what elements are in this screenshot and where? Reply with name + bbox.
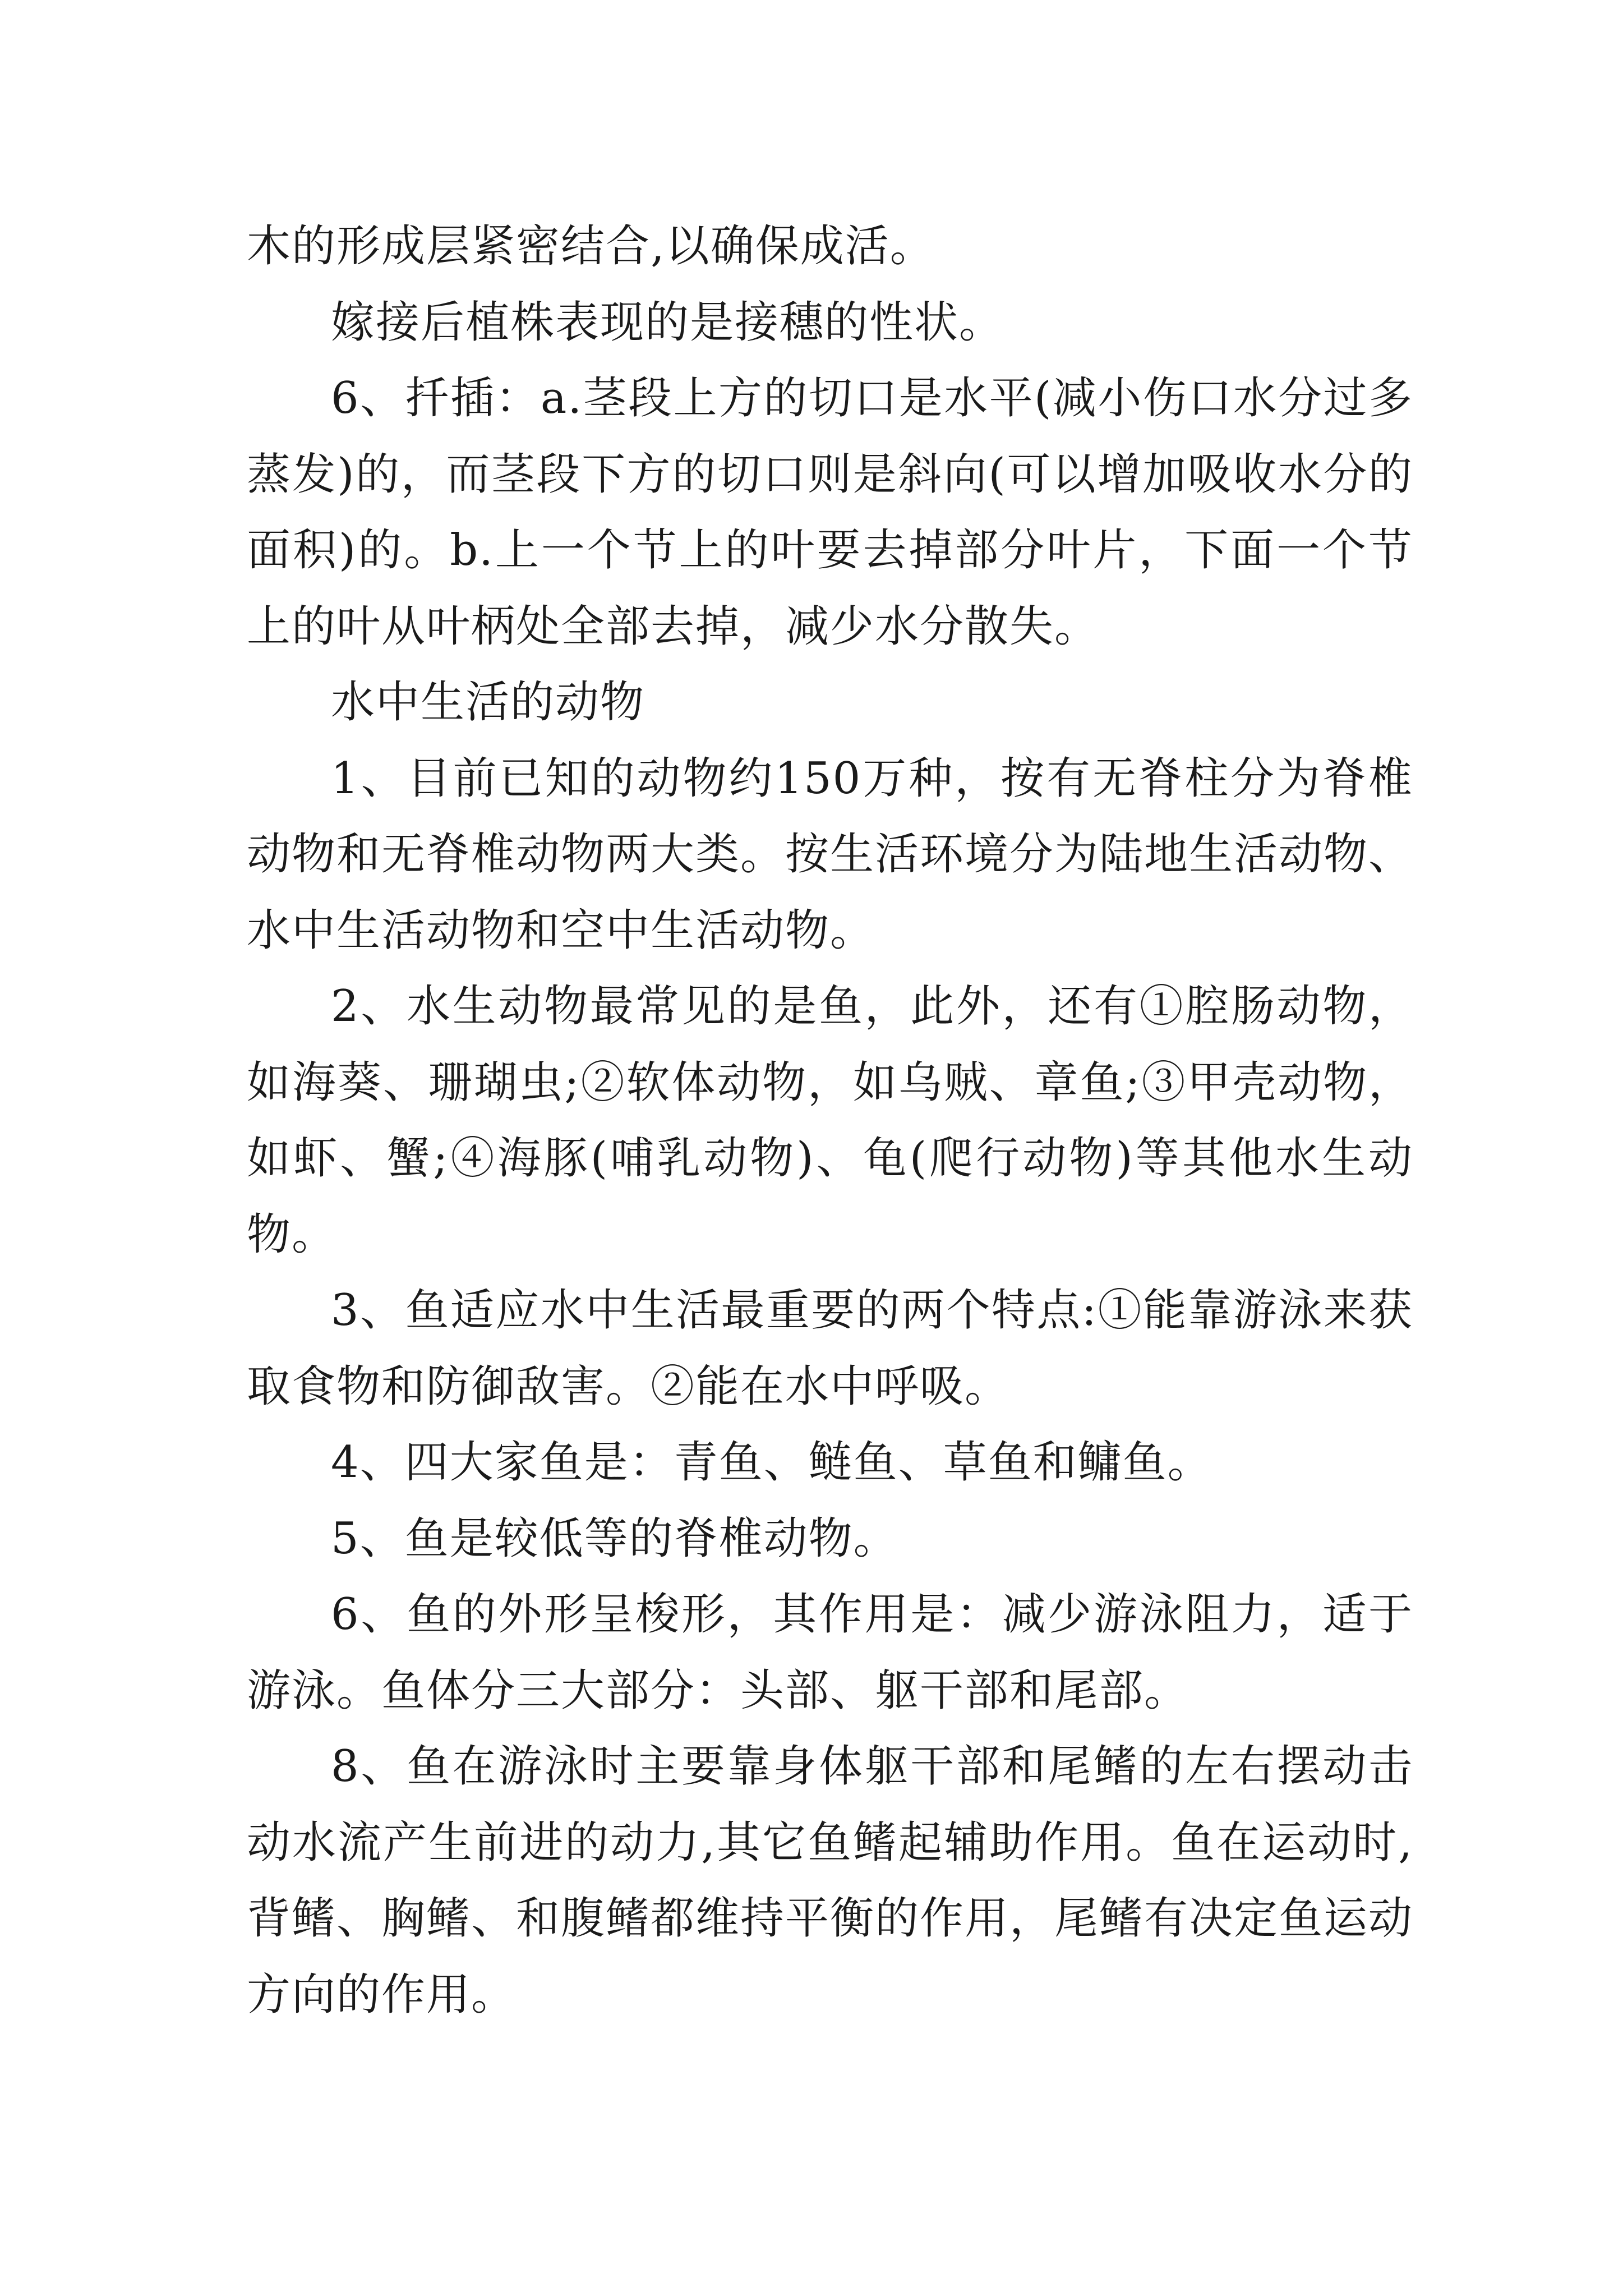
paragraph-item-3: 3、鱼适应水中生活最重要的两个特点:①能靠游泳来获取食物和防御敌害。②能在水中呼吸。	[247, 1285, 1413, 1412]
paragraph-item-8: 8、鱼在游泳时主要靠身体躯干部和尾鳍的左右摆动击动水流产生前进的动力,其它鱼鳍起辅助作用。鱼在运动时,背鳍、胸鳍、和腹鳍都维持平衡的作用，尾鳍有决定鱼运动方向的作用。	[247, 1741, 1414, 2020]
paragraph-item-2: 2、水生动物最常见的是鱼，此外，还有①腔肠动物，如海葵、珊瑚虫;②软体动物，如乌贼、章鱼;③甲壳动物，如虾、蟹;④海豚(哺乳动物)、龟(爬行动物)等其他水生动物。	[247, 981, 1413, 1260]
paragraph-item-1: 1、目前已知的动物约150万种，按有无脊柱分为脊椎动物和无脊椎动物两大类。按生活环境分为陆地生活动物、水中生活动物和空中生活动物。	[247, 753, 1414, 956]
paragraph-continuation: 木的形成层紧密结合,以确保成活。	[247, 221, 935, 272]
paragraph-item-5: 5、鱼是较低等的脊椎动物。	[331, 1513, 898, 1564]
section-heading-aquatic-animals: 水中生活的动物	[331, 677, 645, 728]
paragraph-cutting: 6、扦插：a.茎段上方的切口是水平(减小伤口水分过多蒸发)的，而茎段下方的切口则是斜向(可以增加吸收水分的面积)的。b.上一个节上的叶要去掉部分叶片，下面一个节上的叶从叶柄处全部去掉，减少水分散失。	[247, 373, 1413, 652]
paragraph-grafting-trait: 嫁接后植株表现的是接穗的性状。	[331, 297, 1004, 348]
paragraph-item-6: 6、鱼的外形呈梭形，其作用是：减少游泳阻力，适于游泳。鱼体分三大部分：头部、躯干部和尾部。	[247, 1589, 1413, 1716]
document-body	[247, 209, 1413, 2033]
paragraph-item-4: 4、四大家鱼是：青鱼、鲢鱼、草鱼和鳙鱼。	[331, 1437, 1212, 1488]
